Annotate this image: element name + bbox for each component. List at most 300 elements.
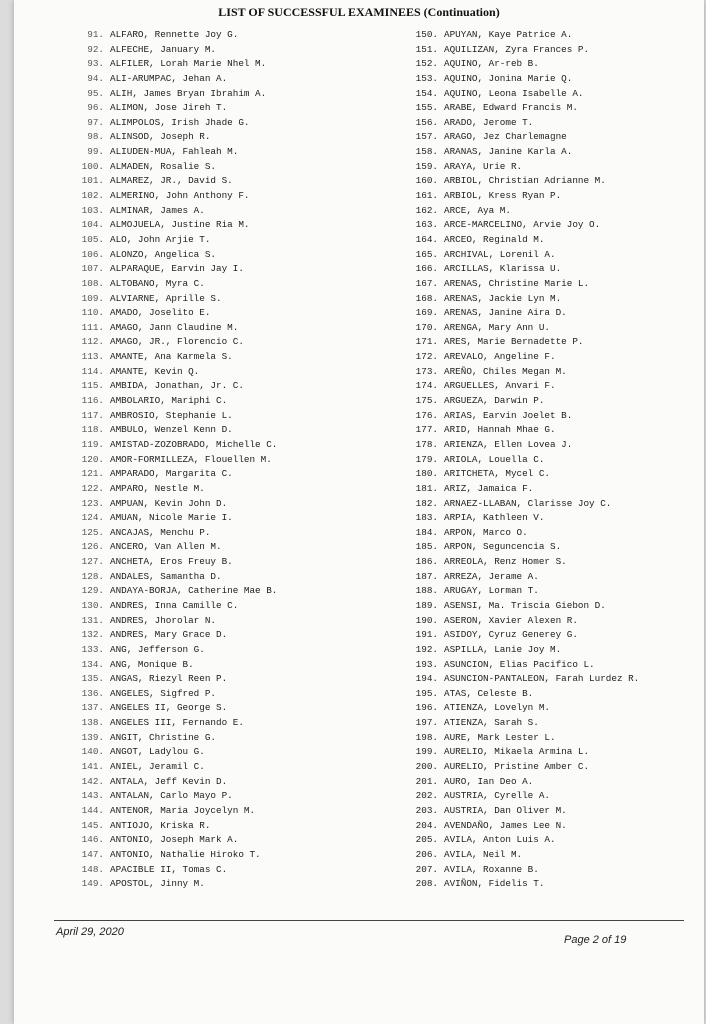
examinee-number: 184. [415,526,438,538]
examinee-number: 133. [81,643,104,655]
examinee-name: ATIENZA, Lovelyn M. [444,702,551,714]
examinee-row [410,731,700,746]
examinee-row [76,350,406,365]
examinee-number: 147. [81,848,104,860]
examinee-name: ALMADEN, Rosalie S. [110,160,217,172]
examinee-row [76,497,406,512]
examinee-name: ANCHETA, Eros Freuy B. [110,556,233,568]
examinee-row [76,306,406,321]
examinee-row [410,174,700,189]
examinee-row [76,614,406,629]
examinee-number: 121. [81,468,104,480]
examinee-name: ANGELES III, Fernando E. [110,717,244,729]
examinee-number: 99. [87,146,104,158]
examinee-number: 155. [415,102,438,114]
examinee-number: 139. [81,731,104,743]
examinee-name: AMPUAN, Kevin John D. [110,497,228,509]
examinee-row [76,72,406,87]
examinee-name: ASPILLA, Lanie Joy M. [444,643,562,655]
examinee-number: 164. [415,233,438,245]
examinee-name: ARADO, Jerome T. [444,116,534,128]
examinee-name: APUYAN, Kaye Patrice A. [444,29,573,40]
examinee-row [410,453,700,468]
examinee-name: ANG, Monique B. [110,658,194,670]
examinee-number: 193. [415,658,438,670]
examinee-row [410,745,700,760]
examinee-number: 94. [87,72,104,84]
examinee-row [410,701,700,716]
examinee-name: ARBIOL, Kress Ryan P. [444,190,562,202]
examinee-number: 153. [415,72,438,84]
examinee-name: AVILA, Roxanne B. [444,863,539,875]
examinee-row [76,789,406,804]
examinee-row [410,394,700,409]
examinee-number: 198. [415,731,438,743]
examinee-number: 113. [81,351,104,363]
examinee-row [76,335,406,350]
examinee-name: AURO, Ian Deo A. [444,775,534,787]
examinee-number: 205. [415,834,438,846]
examinee-name: ARCILLAS, Klarissa U. [444,263,562,275]
examinee-number: 197. [415,717,438,729]
examinee-row [76,233,406,248]
examinee-number: 117. [81,409,104,421]
examinee-number: 107. [81,263,104,275]
examinee-list-right [410,28,700,892]
examinee-name: ARGUEZA, Darwin P. [444,395,545,407]
examinee-row [410,833,700,848]
examinee-number: 173. [415,365,438,377]
examinee-row [410,584,700,599]
examinee-name: ARAYA, Urie R. [444,160,523,172]
examinee-row [76,423,406,438]
examinee-row [76,760,406,775]
examinee-row [76,174,406,189]
examinee-name: ALMAREZ, JR., David S. [110,175,233,187]
examinee-row [410,526,700,541]
examinee-name: ANGELES II, George S. [110,702,228,714]
examinee-number: 186. [415,556,438,568]
examinee-row [410,789,700,804]
examinee-number: 111. [81,321,104,333]
examinee-name: ALFECHE, January M. [110,43,217,55]
examinee-row [410,482,700,497]
examinee-number: 125. [81,526,104,538]
examinee-row [76,819,406,834]
examinee-number: 97. [87,116,104,128]
examinee-number: 138. [81,717,104,729]
examinee-name: AMANTE, Kevin Q. [110,365,200,377]
examinee-row [410,819,700,834]
examinee-name: ARITCHETA, Mycel C. [444,468,551,480]
examinee-row [410,467,700,482]
examinee-name: APACIBLE II, Tomas C. [110,863,228,875]
examinee-row [410,365,700,380]
page-number: Page 2 of 19 [564,934,627,946]
examinee-number: 199. [415,746,438,758]
examinee-number: 135. [81,673,104,685]
examinee-number: 171. [415,336,438,348]
examinee-number: 160. [415,175,438,187]
examinee-name: AREVALO, Angeline F. [444,351,556,363]
examinee-name: AQUINO, Jonina Marie Q. [444,72,573,84]
examinee-number: 130. [81,599,104,611]
examinee-row [76,28,406,43]
examinee-name: ARAGO, Jez Charlemagne [444,131,567,143]
examinee-number: 185. [415,541,438,553]
examinee-row [76,526,406,541]
examinee-number: 170. [415,321,438,333]
examinee-name: AMPARADO, Margarita C. [110,468,233,480]
examinee-row [410,497,700,512]
examinee-number: 188. [415,585,438,597]
examinee-number: 124. [81,512,104,524]
examinee-name: AMANTE, Ana Karmela S. [110,351,233,363]
examinee-number: 165. [415,248,438,260]
examinee-name: ARENAS, Christine Marie L. [444,277,590,289]
examinee-name: ASUNCION-PANTALEON, Farah Lurdez R. [444,673,640,685]
examinee-name: ARIZ, Jamaica F. [444,482,534,494]
examinee-name: ARPON, Seguncencia S. [444,541,562,553]
examinee-number: 157. [415,131,438,143]
examinee-number: 183. [415,512,438,524]
examinee-name: ATIENZA, Sarah S. [444,717,539,729]
examinee-row [410,540,700,555]
examinee-number: 194. [415,673,438,685]
examinee-name: ARCHIVAL, Lorenil A. [444,248,556,260]
examinee-row [410,57,700,72]
examinee-name: ANTALA, Jeff Kevin D. [110,775,228,787]
examinee-number: 162. [415,204,438,216]
examinee-row [410,277,700,292]
examinee-name: AQUINO, Ar-reb B. [444,58,539,70]
examinee-number: 202. [415,790,438,802]
examinee-name: ALIUDEN-MUA, Fahleah M. [110,146,239,158]
examinee-row [410,687,700,702]
examinee-name: ALMINAR, James A. [110,204,205,216]
examinee-row [76,658,406,673]
examinee-number: 116. [81,395,104,407]
examinee-row [76,687,406,702]
examinee-number: 154. [415,87,438,99]
examinee-name: ARENAS, Jackie Lyn M. [444,292,562,304]
examinee-name: ARID, Hannah Mhae G. [444,424,556,436]
examinee-name: ALVIARNE, Aprille S. [110,292,222,304]
examinee-row [410,877,700,892]
examinee-name: ALINSOD, Joseph R. [110,131,211,143]
examinee-name: AVIÑON, Fidelis T. [444,878,545,890]
examinee-number: 134. [81,658,104,670]
examinee-row [76,731,406,746]
examinee-name: AURELIO, Pristine Amber C. [444,761,590,773]
examinee-name: AMADO, Joselito E. [110,307,211,319]
examinee-number: 180. [415,468,438,480]
examinee-name: ASIDOY, Cyruz Generey G. [444,629,578,641]
examinee-row [410,570,700,585]
examinee-name: AMBROSIO, Stephanie L. [110,409,233,421]
examinee-number: 129. [81,585,104,597]
examinee-name: ANTONIO, Joseph Mark A. [110,834,239,846]
examinee-number: 109. [81,292,104,304]
examinee-row [76,130,406,145]
examinee-number: 128. [81,570,104,582]
examinee-number: 105. [81,233,104,245]
examinee-row [410,204,700,219]
examinee-row [76,482,406,497]
examinee-row [410,116,700,131]
examinee-number: 192. [415,643,438,655]
examinee-row [76,57,406,72]
examinee-number: 200. [415,761,438,773]
examinee-row [76,321,406,336]
examinee-number: 101. [81,175,104,187]
examinee-name: AURELIO, Mikaela Armina L. [444,746,590,758]
examinee-name: AVILA, Anton Luis A. [444,834,556,846]
examinee-number: 115. [81,380,104,392]
examinee-name: ARPON, Marco O. [444,526,528,538]
examinee-list-left [76,28,406,892]
examinee-row [410,306,700,321]
examinee-number: 179. [415,453,438,465]
examinee-name: ARNAEZ-LLABAN, Clarisse Joy C. [444,497,612,509]
examinee-number: 131. [81,614,104,626]
examinee-name: ALMERINO, John Anthony F. [110,190,250,202]
examinee-row [410,628,700,643]
examinee-row [76,218,406,233]
examinee-number: 169. [415,307,438,319]
examinee-row [76,848,406,863]
examinee-row [410,248,700,263]
examinee-number: 146. [81,834,104,846]
examinee-number: 112. [81,336,104,348]
examinee-name: ARCEO, Reginald M. [444,233,545,245]
examinee-name: ANTALAN, Carlo Mayo P. [110,790,233,802]
examinee-name: ARIENZA, Ellen Lovea J. [444,438,573,450]
examinee-number: 149. [81,878,104,890]
examinee-number: 195. [415,687,438,699]
examinee-number: 132. [81,629,104,641]
examinee-name: ALIMON, Jose Jireh T. [110,102,228,114]
examinee-number: 187. [415,570,438,582]
examinee-row [76,453,406,468]
examinee-row [76,804,406,819]
examinee-name: AMOR-FORMILLEZA, Flouellen M. [110,453,272,465]
examinee-name: ANCAJAS, Menchu P. [110,526,211,538]
examinee-number: 122. [81,482,104,494]
examinee-row [410,716,700,731]
examinee-name: AMUAN, Nicole Marie I. [110,512,233,524]
examinee-name: APOSTOL, Jinny M. [110,878,205,890]
examinee-number: 120. [81,453,104,465]
examinee-row [410,160,700,175]
examinee-number: 95. [87,87,104,99]
examinee-row [76,116,406,131]
examinee-row [76,145,406,160]
examinee-name: ALONZO, Angelica S. [110,248,217,260]
examinee-number: 152. [415,58,438,70]
examinee-name: ANDRES, Inna Camille C. [110,599,239,611]
examinee-row [76,863,406,878]
examinee-row [410,292,700,307]
examinee-row [410,350,700,365]
examinee-name: ANGELES, Sigfred P. [110,687,217,699]
examinee-name: ALO, John Arjie T. [110,233,211,245]
examinee-row [410,379,700,394]
examinee-number: 190. [415,614,438,626]
examinee-row [410,438,700,453]
examinee-row [410,87,700,102]
examinee-number: 166. [415,263,438,275]
examinee-name: AMBIDA, Jonathan, Jr. C. [110,380,244,392]
examinee-row [76,745,406,760]
examinee-name: AMAGO, Jann Claudine M. [110,321,239,333]
examinee-name: ARCE, Aya M. [444,204,511,216]
examinee-row [410,643,700,658]
examinee-row [76,511,406,526]
examinee-number: 191. [415,629,438,641]
examinee-number: 168. [415,292,438,304]
examinee-name: ANDRES, Jhorolar N. [110,614,217,626]
examinee-row [410,101,700,116]
examinee-name: AQUILIZAN, Zyra Frances P. [444,43,590,55]
examinee-name: ANDRES, Mary Grace D. [110,629,228,641]
page-title: LIST OF SUCCESSFUL EXAMINEES (Continuation) [218,5,500,19]
examinee-number: 150. [415,29,438,40]
examinee-number: 144. [81,804,104,816]
examinee-name: ARIOLA, Louella C. [444,453,545,465]
examinee-row [76,775,406,790]
examinee-number: 92. [87,43,104,55]
examinee-name: ASENSI, Ma. Triscia Giebon D. [444,599,606,611]
examinee-row [76,43,406,58]
examinee-number: 203. [415,804,438,816]
examinee-number: 163. [415,219,438,231]
examinee-number: 127. [81,556,104,568]
examinee-name: ARANAS, Janine Karla A. [444,146,573,158]
examinee-name: ARGUELLES, Anvari F. [444,380,556,392]
examinee-row [410,599,700,614]
examinee-name: ALIH, James Bryan Ibrahim A. [110,87,267,99]
examinee-number: 141. [81,761,104,773]
examinee-row [410,233,700,248]
examinee-row [76,409,406,424]
examinee-number: 172. [415,351,438,363]
examinee-row [76,204,406,219]
examinee-number: 158. [415,146,438,158]
examinee-number: 148. [81,863,104,875]
examinee-number: 110. [81,307,104,319]
examinee-row [76,672,406,687]
examinee-row [410,863,700,878]
examinee-row [76,292,406,307]
examinee-row [76,248,406,263]
examinee-row [76,394,406,409]
examinee-row [76,438,406,453]
examinee-name: ARIAS, Earvin Joelet B. [444,409,573,421]
examinee-row [410,130,700,145]
examinee-number: 177. [415,424,438,436]
examinee-name: ANDALES, Samantha D. [110,570,222,582]
examinee-row [410,614,700,629]
examinee-row [76,599,406,614]
examinee-row [410,43,700,58]
examinee-name: ARBIOL, Christian Adrianne M. [444,175,606,187]
examinee-name: ANG, Jefferson G. [110,643,205,655]
examinee-row [410,555,700,570]
examinee-number: 176. [415,409,438,421]
examinee-row [76,467,406,482]
examinee-number: 93. [87,58,104,70]
examinee-row [76,262,406,277]
examinee-row [76,277,406,292]
examinee-name: AMBULO, Wenzel Kenn D. [110,424,233,436]
examinee-number: 204. [415,819,438,831]
examinee-number: 207. [415,863,438,875]
examinee-number: 178. [415,438,438,450]
examinee-row [410,321,700,336]
examinee-row [410,28,700,43]
footer-date: April 29, 2020 [56,926,124,938]
examinee-number: 136. [81,687,104,699]
examinee-row [76,701,406,716]
examinee-number: 206. [415,848,438,860]
examinee-number: 174. [415,380,438,392]
examinee-number: 143. [81,790,104,802]
examinee-name: ALIMPOLOS, Irish Jhade G. [110,116,250,128]
examinee-number: 119. [81,438,104,450]
examinee-row [76,87,406,102]
examinee-number: 140. [81,746,104,758]
examinee-name: AUSTRIA, Cyrelle A. [444,790,551,802]
examinee-name: ARPIA, Kathleen V. [444,512,545,524]
examinee-row [410,848,700,863]
examinee-row [410,658,700,673]
examinee-name: ARABE, Edward Francis M. [444,102,578,114]
examinee-number: 182. [415,497,438,509]
examinee-number: 91. [87,29,104,40]
examinee-name: AVENDAÑO, James Lee N. [444,819,567,831]
examinee-number: 114. [81,365,104,377]
examinee-row [76,584,406,599]
examinee-name: ASERON, Xavier Alexen R. [444,614,578,626]
examinee-row [76,833,406,848]
examinee-name: ANTIOJO, Kriska R. [110,819,211,831]
examinee-row [76,570,406,585]
examinee-name: ARREOLA, Renz Homer S. [444,556,567,568]
footer-divider [54,920,684,921]
examinee-row [410,775,700,790]
examinee-number: 156. [415,116,438,128]
examinee-name: ARENGA, Mary Ann U. [444,321,551,333]
examinee-number: 151. [415,43,438,55]
examinee-name: AREÑO, Chiles Megan M. [444,365,567,377]
examinee-name: ARREZA, Jerame A. [444,570,539,582]
examinee-row [410,409,700,424]
examinee-number: 100. [81,160,104,172]
examinee-number: 98. [87,131,104,143]
document-page [14,0,704,1024]
examinee-name: ALMOJUELA, Justine Ria M. [110,219,250,231]
examinee-row [76,716,406,731]
examinee-number: 126. [81,541,104,553]
examinee-number: 181. [415,482,438,494]
examinee-name: ANTENOR, Maria Joycelyn M. [110,804,256,816]
examinee-row [76,379,406,394]
examinee-name: ALPARAQUE, Earvin Jay I. [110,263,244,275]
examinee-name: ASUNCION, Elias Pacifico L. [444,658,595,670]
examinee-row [76,189,406,204]
examinee-name: AMISTAD-ZOZOBRADO, Michelle C. [110,438,278,450]
